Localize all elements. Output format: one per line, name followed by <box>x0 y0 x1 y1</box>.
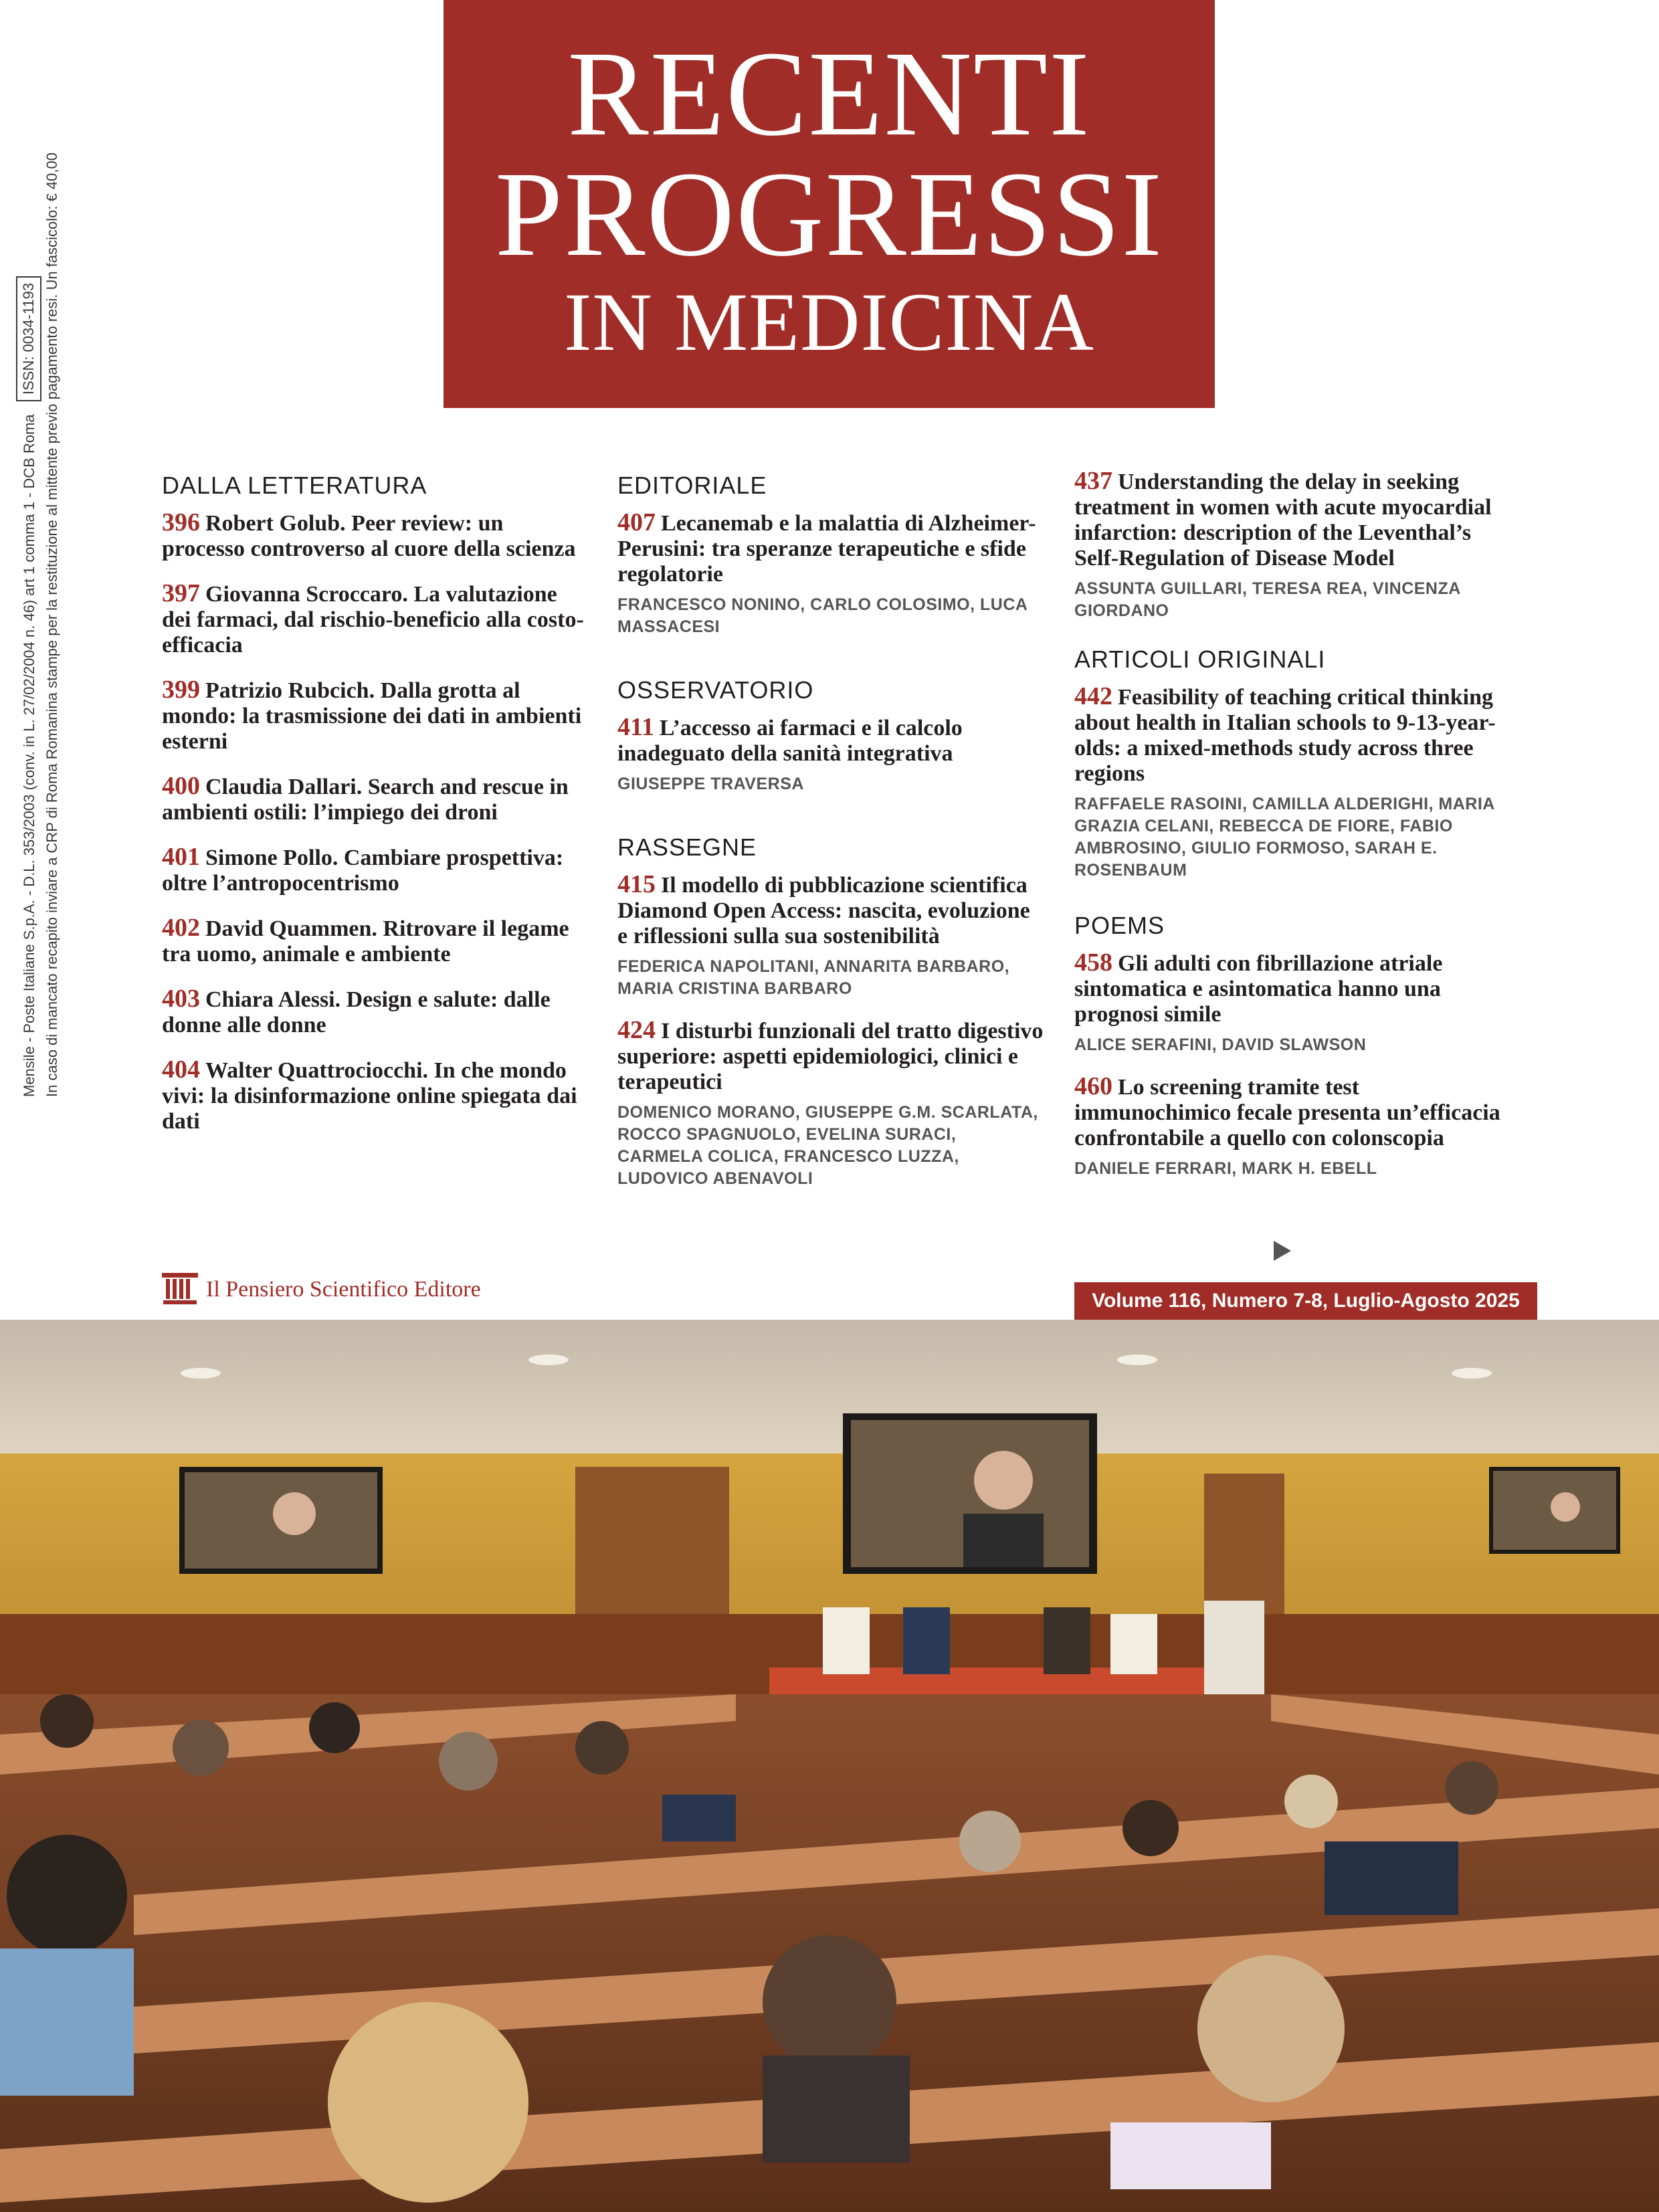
entry-title: Giovanna Scroccaro. La valutazione dei farmaci, dal rischio-beneficio alla costo-efficacia <box>162 582 584 658</box>
section-heading: POEMS <box>1074 912 1165 939</box>
postal-info-line-1: Mensile - Poste Italiane S.p.A. - D.L. 353/2003 (conv. in L. 27/02/2004 n. 46) art 1 comma 1 - DCB Roma <box>21 414 37 1097</box>
toc-entry[interactable] <box>162 510 590 562</box>
page-number: 411 <box>617 713 654 741</box>
postal-info-line-2: In caso di mancato recapito inviare a CRP di Roma Romanina stampe per la restituzione al mittente previo pagamento resi. Un fascicolo: € 40,00 <box>43 153 60 1097</box>
journal-title-line-1: RECENTI <box>567 27 1091 161</box>
entry-title: L’accesso ai farmaci e il calcolo inadeguato della sanità integrativa <box>617 716 963 766</box>
page-number: 415 <box>617 870 656 898</box>
entry-title: Lecanemab e la malattia di Alzheimer-Perusini: tra speranze terapeutiche e sfide regolatorie <box>617 511 1036 587</box>
toc-entry[interactable] <box>617 510 1046 638</box>
masthead <box>444 0 1215 408</box>
entry-title: David Quammen. Ritrovare il legame tra uomo, animale e ambiente <box>162 916 569 967</box>
toc-entry[interactable] <box>162 581 590 658</box>
toc-entry[interactable] <box>162 1057 590 1134</box>
entry-authors: ALICE SERAFINI, DAVID SLAWSON <box>1074 1035 1367 1054</box>
entry-authors: GIUSEPPE TRAVERSA <box>617 775 804 793</box>
volume-badge: Volume 116, Numero 7-8, Luglio-Agosto 2025 <box>1074 1282 1537 1320</box>
contents-column-1 <box>162 468 590 1153</box>
section-heading: RASSEGNE <box>617 833 757 861</box>
journal-title-line-2: PROGRESSI <box>494 147 1164 282</box>
page-number: 424 <box>617 1016 656 1044</box>
issn-box: ISSN: 0034-1193 <box>16 276 41 401</box>
page-number: 399 <box>162 676 200 704</box>
page-number: 402 <box>162 914 200 942</box>
page-number: 397 <box>162 579 200 607</box>
page-number: 407 <box>617 508 656 536</box>
publisher-name: Il Pensiero Scientifico Editore <box>206 1277 481 1302</box>
page-number: 403 <box>162 985 200 1013</box>
toc-entry[interactable] <box>1074 684 1516 882</box>
journal-title-line-3: IN MEDICINA <box>564 276 1094 368</box>
entry-title: Chiara Alessi. Design e salute: dalle donne alle donne <box>162 987 551 1037</box>
toc-entry[interactable] <box>1074 468 1516 622</box>
toc-entry[interactable] <box>617 714 1046 795</box>
entry-authors: FRANCESCO NONINO, CARLO COLOSIMO, LUCA MASSACESI <box>617 595 1028 636</box>
page-number: 400 <box>162 772 200 800</box>
toc-entry[interactable] <box>617 872 1046 1000</box>
page-number: 404 <box>162 1055 200 1084</box>
column-icon <box>161 1272 199 1305</box>
toc-entry[interactable] <box>162 986 590 1038</box>
entry-title: Walter Quattrociocchi. In che mondo vivi: la disinformazione online spiegata dai dati <box>162 1058 577 1134</box>
entry-authors: DOMENICO MORANO, GIUSEPPE G.M. SCARLATA, ROCCO SPAGNUOLO, EVELINA SURACI, CARMELA COLICA, FRANCESCO LUZZA, LUDOVICO ABENAVOLI <box>617 1103 1038 1188</box>
entry-title: Simone Pollo. Cambiare prospettiva: oltre l’antropocentrismo <box>162 845 564 896</box>
toc-entry[interactable] <box>162 677 590 755</box>
entry-authors: RAFFAELE RASOINI, CAMILLA ALDERIGHI, MARIA GRAZIA CELANI, REBECCA DE FIORE, FABIO AMBROSINO, GIULIO FORMOSO, SARAH E. ROSENBAUM <box>1074 795 1494 880</box>
entry-authors: DANIELE FERRARI, MARK H. EBELL <box>1074 1159 1377 1178</box>
entry-title: I disturbi funzionali del tratto digestivo superiore: aspetti epidemiologici, clinici e terapeutici <box>617 1019 1044 1094</box>
page-number: 458 <box>1074 948 1112 977</box>
auditorium-photo <box>0 1320 1659 2212</box>
entry-title: Patrizio Rubcich. Dalla grotta al mondo: la trasmissione dei dati in ambienti esterni <box>162 678 582 754</box>
toc-entry[interactable] <box>1074 1074 1516 1180</box>
toc-entry[interactable] <box>617 1017 1046 1190</box>
toc-entry[interactable] <box>162 915 590 967</box>
toc-entry[interactable] <box>1074 950 1516 1056</box>
cover-photo <box>0 1320 1659 2212</box>
section-heading: ARTICOLI ORIGINALI <box>1074 645 1326 673</box>
entry-title: Gli adulti con fibrillazione atriale sintomatica e asintomatica hanno una prognosi simile <box>1074 951 1443 1027</box>
entry-title: Understanding the delay in seeking treatment in women with acute myocardial infarction: description of the Leventhal’s Self-Regulation of Disease Model <box>1074 470 1492 571</box>
entry-title: Lo screening tramite test immunochimico fecale presenta un’efficacia confrontabile a quello con colonscopia <box>1074 1075 1500 1150</box>
postal-info <box>13 13 94 1097</box>
section-heading: DALLA LETTERATURA <box>162 472 427 499</box>
entry-authors: FEDERICA NAPOLITANI, ANNARITA BARBARO, MARIA CRISTINA BARBARO <box>617 957 1010 998</box>
entry-title: Claudia Dallari. Search and rescue in ambienti ostili: l’impiego dei droni <box>162 775 569 825</box>
page-number: 396 <box>162 508 200 536</box>
entry-authors: ASSUNTA GUILLARI, TERESA REA, VINCENZA GIORDANO <box>1074 579 1460 620</box>
page-number: 442 <box>1074 682 1112 710</box>
page-number: 437 <box>1074 467 1112 495</box>
contents-column-3 <box>1074 468 1516 1197</box>
entry-title: Robert Golub. Peer review: un processo controverso al cuore della scienza <box>162 511 576 561</box>
entry-title: Il modello di pubblicazione scientifica Diamond Open Access: nascita, evoluzione e riflessioni sulla sua sostenibilità <box>617 873 1030 948</box>
contents-column-2 <box>617 468 1046 1207</box>
toc-entry[interactable] <box>162 773 590 825</box>
toc-entry[interactable] <box>162 844 590 896</box>
page-number: 401 <box>162 843 200 871</box>
section-heading: OSSERVATORIO <box>617 676 814 704</box>
section-heading: EDITORIALE <box>617 472 767 499</box>
next-arrow-icon[interactable] <box>1274 1241 1291 1261</box>
entry-title: Feasibility of teaching critical thinking about health in Italian schools to 9-13-year-olds: a mixed-methods study across three regions <box>1074 685 1496 786</box>
page-number: 460 <box>1074 1072 1112 1100</box>
